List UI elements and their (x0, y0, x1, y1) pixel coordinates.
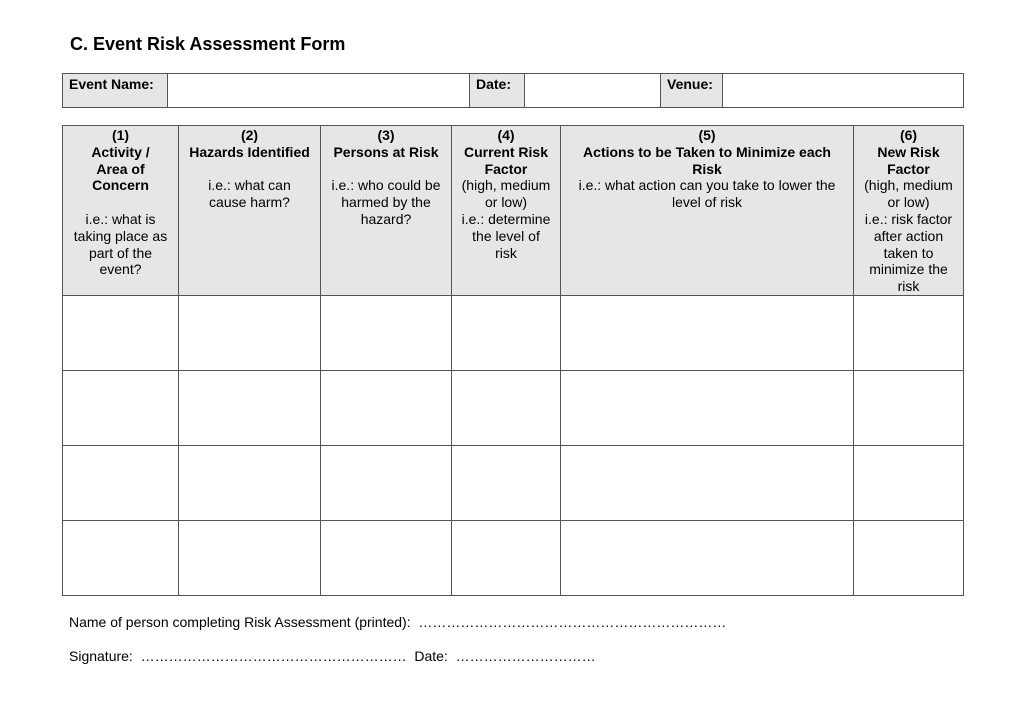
table-cell-col-3[interactable] (321, 370, 452, 445)
column-heading-line: Factor (887, 160, 930, 177)
column-description-line: after action (873, 227, 944, 244)
table-cell-col-2[interactable] (179, 295, 321, 370)
date-field[interactable] (525, 74, 661, 108)
column-heading-line: Activity / (91, 143, 150, 160)
table-cell-col-4[interactable] (452, 370, 561, 445)
column-description-line: hazard? (360, 210, 412, 227)
column-header-3 (321, 126, 452, 296)
column-description-line: (high, medium (864, 177, 953, 194)
column-heading-spacer (182, 161, 317, 178)
venue-field[interactable] (723, 74, 964, 108)
table-cell-col-6[interactable] (854, 445, 964, 520)
column-description-line: i.e.: who could be (331, 177, 441, 194)
table-cell-col-3[interactable] (321, 295, 452, 370)
table-cell-col-5[interactable] (561, 445, 854, 520)
column-heading-line: Actions to be Taken to Minimize each (583, 143, 831, 160)
table-row (63, 520, 964, 595)
column-heading-line: Concern (92, 177, 149, 194)
column-description-line: cause harm? (209, 194, 290, 211)
name-completing-line (69, 614, 726, 630)
risk-table-body (63, 295, 964, 595)
table-cell-col-2[interactable] (179, 445, 321, 520)
column-description-line: event? (99, 261, 142, 278)
table-row (63, 295, 964, 370)
column-header-4 (452, 126, 561, 296)
table-cell-col-6[interactable] (854, 370, 964, 445)
table-row (63, 370, 964, 445)
table-cell-col-5[interactable] (561, 520, 854, 595)
column-header-1 (63, 126, 179, 296)
column-number: (5) (698, 127, 716, 143)
table-cell-col-5[interactable] (561, 370, 854, 445)
risk-assessment-table (62, 125, 964, 596)
table-cell-col-4[interactable] (452, 520, 561, 595)
date-label: Date: (470, 74, 525, 108)
table-cell-col-3[interactable] (321, 445, 452, 520)
event-name-label: Event Name: (63, 74, 168, 108)
column-header-6 (854, 126, 964, 296)
table-cell-col-4[interactable] (452, 295, 561, 370)
name-completing-field[interactable]: ………………………………………………………… (418, 614, 727, 630)
column-heading-line: Current Risk (463, 143, 549, 160)
header-row (63, 126, 964, 296)
column-description-line: risk (897, 278, 920, 295)
column-description-line: taken to (883, 244, 934, 261)
column-number: (4) (497, 127, 515, 143)
venue-label: Venue: (661, 74, 723, 108)
event-info-table (62, 73, 964, 108)
column-heading-line: Hazards Identified (189, 143, 310, 160)
column-heading-line: Persons at Risk (333, 143, 439, 160)
column-header-2 (179, 126, 321, 296)
table-cell-col-1[interactable] (63, 370, 179, 445)
table-cell-col-5[interactable] (561, 295, 854, 370)
column-description-line: level of risk (671, 194, 743, 211)
column-description-line: i.e.: what can (208, 177, 291, 194)
table-cell-col-2[interactable] (179, 520, 321, 595)
column-description-line: i.e.: risk factor (864, 210, 953, 227)
signature-line (69, 648, 596, 664)
column-description-line: risk (495, 244, 517, 261)
table-cell-col-1[interactable] (63, 520, 179, 595)
column-header-5 (561, 126, 854, 296)
column-description-line: taking place as (73, 227, 168, 244)
column-heading-line: New Risk (877, 143, 940, 160)
column-description-line: (high, medium (461, 177, 551, 194)
column-description-line: i.e.: what action can you take to lower the (578, 177, 836, 194)
column-description-line: or low) (887, 194, 930, 211)
column-number: (1) (111, 127, 130, 143)
table-cell-col-1[interactable] (63, 295, 179, 370)
column-heading-spacer (324, 161, 448, 178)
column-heading-line: Factor (484, 160, 528, 177)
table-row (63, 445, 964, 520)
column-number: (2) (240, 127, 259, 143)
column-description-line: the level of (472, 227, 540, 244)
table-cell-col-1[interactable] (63, 445, 179, 520)
column-description-line: i.e.: determine (461, 210, 551, 227)
column-heading-spacer (66, 194, 175, 211)
column-description-line: harmed by the (341, 194, 431, 211)
column-description-line: part of the (88, 244, 153, 261)
signature-label: Signature: (69, 648, 133, 664)
column-description-line: i.e.: what is (85, 210, 156, 227)
column-number: (6) (899, 127, 918, 143)
column-heading-line: Area of (96, 160, 145, 177)
signature-field[interactable]: ………………………………………………… (140, 648, 407, 664)
form-title: C. Event Risk Assessment Form (70, 34, 346, 54)
table-cell-col-2[interactable] (179, 370, 321, 445)
column-number: (3) (377, 127, 395, 143)
column-description-line: or low) (484, 194, 527, 211)
table-cell-col-3[interactable] (321, 520, 452, 595)
signature-date-label: Date: (414, 648, 448, 664)
event-name-field[interactable] (168, 74, 470, 108)
name-completing-label: Name of person completing Risk Assessment (printed): (69, 614, 411, 630)
table-cell-col-6[interactable] (854, 295, 964, 370)
signature-date-field[interactable]: ………………………… (455, 648, 596, 664)
column-description-line: minimize the (869, 261, 948, 278)
table-cell-col-4[interactable] (452, 445, 561, 520)
table-cell-col-6[interactable] (854, 520, 964, 595)
column-heading-line: Risk (692, 160, 722, 177)
